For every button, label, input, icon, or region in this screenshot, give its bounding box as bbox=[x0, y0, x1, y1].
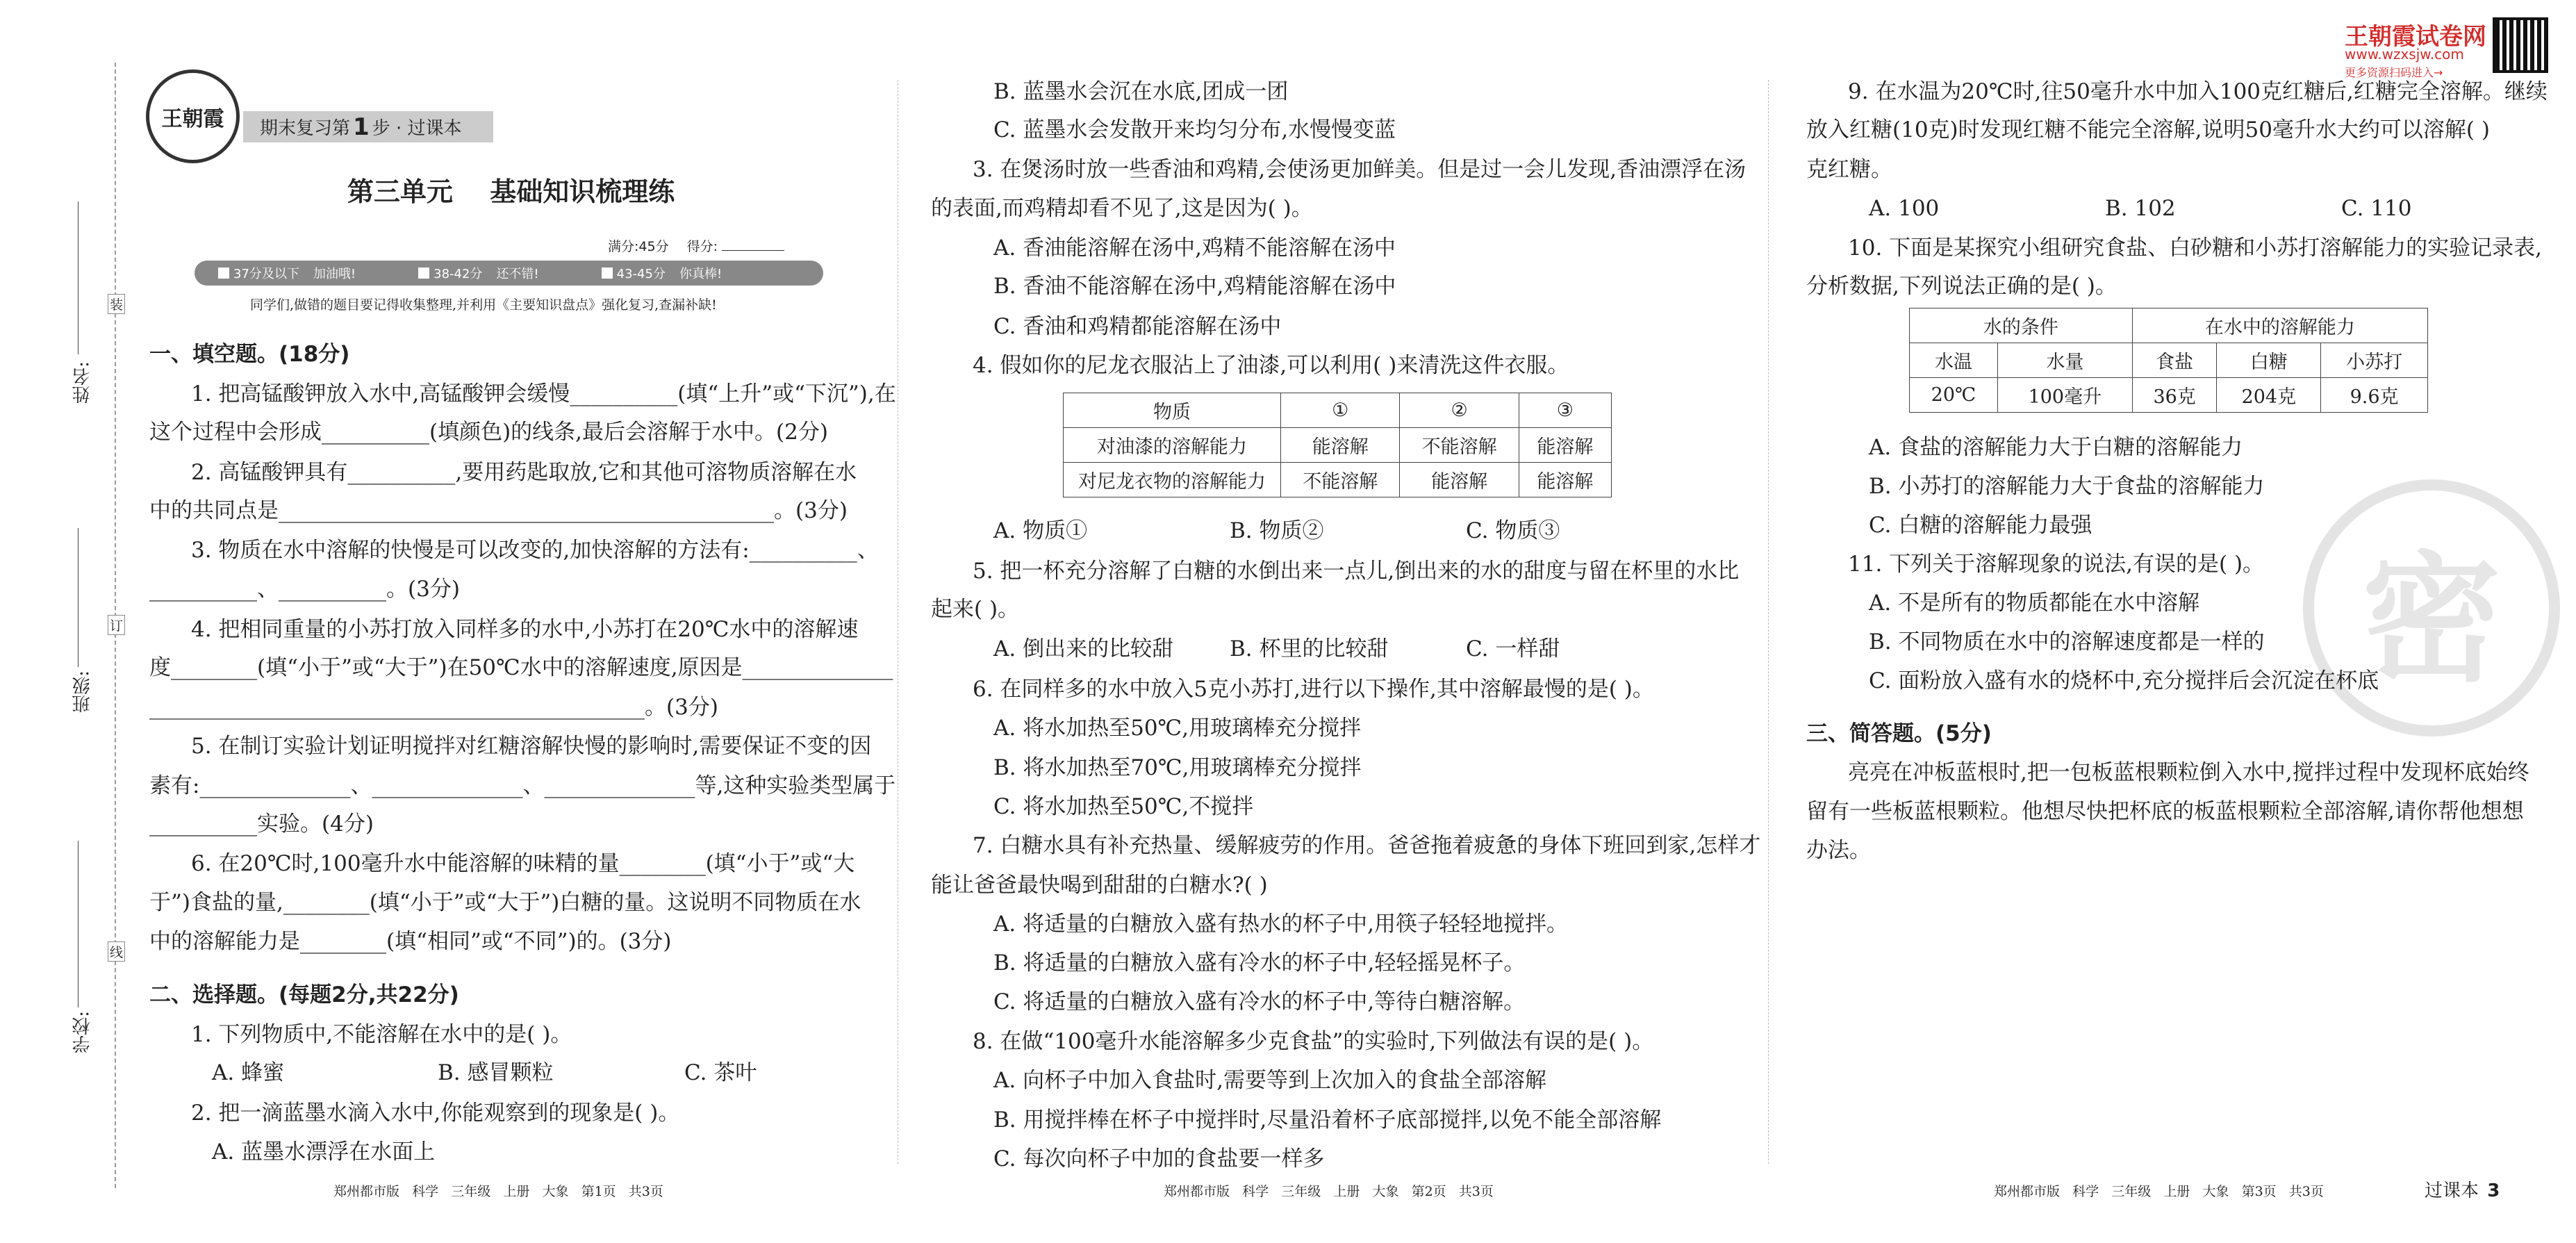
section-heading: 三、简答题。(5分) bbox=[1806, 721, 1992, 746]
qr-code-icon[interactable] bbox=[2493, 17, 2548, 73]
brand-name: 王朝霞试卷网 bbox=[2345, 23, 2486, 51]
question-line: B. 小苏打的溶解能力大于食盐的溶解能力 bbox=[1869, 474, 2265, 499]
table-cell: 水温 bbox=[1910, 343, 1998, 378]
level-3: 43-45分 bbox=[616, 267, 666, 281]
school-label: 学校: bbox=[72, 1011, 93, 1053]
question-line: 7. 白糖水具有补充热量、缓解疲劳的作用。爸爸拖着疲惫的身体下班回到家,怎样才 bbox=[973, 833, 1761, 858]
brand-url[interactable]: www.wzxsjw.com bbox=[2345, 46, 2464, 63]
step-label: 期末复习第 bbox=[260, 118, 351, 139]
question-line: 度________(填“小于”或“大于”)在50℃水中的溶解速度,原因是______________ bbox=[149, 655, 893, 680]
question-line: 办法。 bbox=[1806, 838, 1871, 863]
question-line: 这个过程中会形成__________(填颜色)的线条,最后会溶解于水中。(2分) bbox=[149, 420, 828, 445]
question-line: 分析数据,下列说法正确的是( )。 bbox=[1806, 274, 2117, 299]
question-line: 能让爸爸最快喝到甜甜的白糖水?( ) bbox=[931, 873, 1268, 898]
question-line: 于”)食盐的量,________(填“小于”或“大于”)白糖的量。这说明不同物质在水 bbox=[149, 890, 861, 915]
solvent-table bbox=[1063, 393, 1612, 497]
table-cell: 不能溶解 bbox=[1281, 463, 1400, 497]
question-line: A. 不是所有的物质都能在水中溶解 bbox=[1869, 591, 2200, 616]
level-bar bbox=[195, 261, 823, 286]
question-line: 4. 假如你的尼龙衣服沾上了油漆,可以利用( )来清洗这件衣服。 bbox=[973, 353, 1569, 378]
level-checkbox[interactable] bbox=[602, 267, 613, 279]
table-cell: 100毫升 bbox=[1997, 378, 2132, 413]
class-label: 班级: bbox=[72, 670, 93, 713]
table-cell: 水的条件 bbox=[1910, 308, 2133, 343]
question-line: C. 物质③ bbox=[1466, 518, 1560, 543]
solubility-table bbox=[1909, 308, 2428, 413]
score-field[interactable] bbox=[722, 250, 784, 251]
score-label: 满分:45分 bbox=[608, 239, 669, 254]
brand-more: 更多资源扫码进入→ bbox=[2345, 66, 2443, 79]
table-cell: 20℃ bbox=[1910, 378, 1998, 413]
table-row bbox=[1910, 378, 2428, 413]
question-line: A. 将适量的白糖放入盛有热水的杯子中,用筷子轻轻地搅拌。 bbox=[993, 912, 1568, 937]
question-line: A. 香油能溶解在汤中,鸡精不能溶解在汤中 bbox=[993, 236, 1396, 261]
question-line: C. 面粉放入盛有水的烧杯中,充分搅拌后会沉淀在杯底 bbox=[1869, 668, 2379, 693]
question-line: B. 用搅拌棒在杯子中搅拌时,尽量沿着杯子底部搅拌,以免不能全部溶解 bbox=[993, 1108, 1662, 1133]
level-checkbox[interactable] bbox=[418, 267, 429, 279]
seal-mark: 线 bbox=[108, 941, 125, 962]
question-line: B. 杯里的比较甜 bbox=[1230, 636, 1389, 661]
question-line: B. 102 bbox=[2105, 196, 2176, 221]
watermark-char: 密 bbox=[2361, 537, 2501, 701]
question-line: B. 不同物质在水中的溶解速度都是一样的 bbox=[1869, 629, 2265, 655]
logo bbox=[146, 69, 240, 163]
question-line: 亮亮在冲板蓝根时,把一包板蓝根颗粒倒入水中,搅拌过程中发现杯底始终 bbox=[1848, 760, 2529, 785]
step-suffix: 步 · 过课本 bbox=[372, 118, 462, 139]
footer-page-3: 郑州都市版 科学 三年级 上册 大象 第3页 共3页 bbox=[1994, 1184, 2324, 1199]
score-line bbox=[608, 236, 784, 255]
question-line: 11. 下列关于溶解现象的说法,有误的是( )。 bbox=[1848, 552, 2265, 577]
school-field[interactable] bbox=[78, 841, 79, 1007]
table-cell: 不能溶解 bbox=[1400, 428, 1519, 463]
section-heading: 一、填空题。(18分) bbox=[149, 342, 350, 367]
table-cell: ③ bbox=[1519, 393, 1611, 428]
question-line: 素有:______________、______________、______________等,这种实验类型属于 bbox=[149, 773, 896, 798]
title-text: 基础知识梳理练 bbox=[490, 176, 675, 207]
question-line: C. 将适量的白糖放入盛有冷水的杯子中,等待白糖溶解。 bbox=[993, 989, 1526, 1014]
question-line: ______________________________________________。(3分) bbox=[149, 695, 718, 720]
seal-mark: 装 bbox=[108, 294, 125, 314]
level-2-comment: 还不错! bbox=[496, 267, 539, 281]
page-badge bbox=[2425, 1176, 2500, 1202]
level-1-comment: 加油哦! bbox=[313, 267, 356, 281]
table-cell: 对油漆的溶解能力 bbox=[1064, 428, 1281, 463]
question-line: __________、__________。(3分) bbox=[149, 577, 460, 602]
table-cell: 能溶解 bbox=[1519, 428, 1611, 463]
question-line: 4. 把相同重量的小苏打放入同样多的水中,小苏打在20℃水中的溶解速 bbox=[191, 617, 859, 642]
question-line: 10. 下面是某探究小组研究食盐、白砂糖和小苏打溶解能力的实验记录表, bbox=[1848, 236, 2543, 261]
table-cell: 能溶解 bbox=[1519, 463, 1611, 497]
class-field[interactable] bbox=[78, 528, 79, 667]
question-line: C. 蓝墨水会发散开来均匀分布,水慢慢变蓝 bbox=[993, 117, 1396, 142]
question-line: A. 食盐的溶解能力大于白糖的溶解能力 bbox=[1869, 435, 2243, 460]
question-line: 5. 在制订实验计划证明搅拌对红糖溶解快慢的影响时,需要保证不变的因 bbox=[191, 734, 872, 759]
table-group-row bbox=[1910, 308, 2428, 343]
name-field[interactable] bbox=[78, 201, 79, 354]
question-line: 6. 在同样多的水中放入5克小苏打,进行以下操作,其中溶解最慢的是( )。 bbox=[973, 677, 1654, 702]
tip-text: 同学们,做错的题目要记得收集整理,并利用《主要知识盘点》强化复习,查漏补缺! bbox=[250, 297, 717, 313]
question-line: A. 蜂蜜 bbox=[212, 1060, 285, 1085]
footer-page-1: 郑州都市版 科学 三年级 上册 大象 第1页 共3页 bbox=[333, 1184, 663, 1199]
table-cell: 物质 bbox=[1064, 393, 1281, 428]
step-bar bbox=[243, 111, 493, 142]
table-cell: 204克 bbox=[2217, 378, 2321, 413]
page-title bbox=[347, 170, 675, 208]
question-line: 中的共同点是______________________________________________。(3分) bbox=[149, 498, 848, 523]
table-row bbox=[1064, 463, 1612, 497]
section-heading: 二、选择题。(每题2分,共22分) bbox=[149, 982, 459, 1007]
level-checkbox[interactable] bbox=[218, 267, 229, 279]
question-line: 3. 在煲汤时放一些香油和鸡精,会使汤更加鲜美。但是过一会儿发现,香油漂浮在汤 bbox=[973, 157, 1747, 182]
question-line: 留有一些板蓝根颗粒。他想尽快把杯底的板蓝根颗粒全部溶解,请你帮他想想 bbox=[1806, 799, 2524, 824]
badge-num: 3 bbox=[2487, 1180, 2500, 1201]
question-line: B. 感冒颗粒 bbox=[438, 1060, 554, 1085]
table-cell: 在水中的溶解能力 bbox=[2132, 308, 2427, 343]
badge-label: 过课本 bbox=[2425, 1180, 2479, 1201]
question-line: 6. 在20℃时,100毫升水中能溶解的味精的量________(填“小于”或“大 bbox=[191, 851, 855, 876]
table-header-row bbox=[1064, 393, 1612, 428]
seal-mark: 订 bbox=[108, 615, 125, 635]
table-cell: 食盐 bbox=[2132, 343, 2217, 378]
step-num: 1 bbox=[353, 113, 370, 141]
question-line: B. 蓝墨水会沉在水底,团成一团 bbox=[993, 79, 1289, 104]
question-line: 放入红糖(10克)时发现红糖不能完全溶解,说明50毫升水大约可以溶解( ) bbox=[1806, 117, 2490, 142]
name-label: 姓名: bbox=[72, 361, 93, 404]
table-cell: 对尼龙衣物的溶解能力 bbox=[1064, 463, 1281, 497]
question-line: B. 将水加热至70℃,用玻璃棒充分搅拌 bbox=[993, 755, 1362, 780]
question-line: 1. 把高锰酸钾放入水中,高锰酸钾会缓慢__________(填“上升”或“下沉”),在 bbox=[191, 381, 896, 406]
question-line: __________实验。(4分) bbox=[149, 812, 374, 837]
got-label: 得分: bbox=[686, 239, 718, 254]
question-line: 8. 在做“100毫升水能溶解多少克食盐”的实验时,下列做法有误的是( )。 bbox=[973, 1029, 1654, 1054]
table-cell: 小苏打 bbox=[2321, 343, 2428, 378]
question-line: A. 倒出来的比较甜 bbox=[993, 636, 1174, 661]
question-line: A. 物质① bbox=[993, 518, 1088, 543]
question-line: 2. 高锰酸钾具有__________,要用药匙取放,它和其他可溶物质溶解在水 bbox=[191, 460, 857, 485]
table-row bbox=[1064, 428, 1612, 463]
question-line: A. 将水加热至50℃,用玻璃棒充分搅拌 bbox=[993, 716, 1362, 741]
question-line: 3. 物质在水中溶解的快慢是可以改变的,加快溶解的方法有:__________、 bbox=[191, 538, 879, 563]
column-divider bbox=[1768, 80, 1769, 1164]
question-line: 起来( )。 bbox=[931, 597, 1020, 622]
question-line: 1. 下列物质中,不能溶解在水中的是( )。 bbox=[191, 1022, 572, 1047]
logo-text: 王朝霞 bbox=[161, 106, 224, 131]
table-cell: ① bbox=[1281, 393, 1400, 428]
question-line: C. 白糖的溶解能力最强 bbox=[1869, 513, 2092, 538]
question-line: A. 向杯子中加入食盐时,需要等到上次加入的食盐全部溶解 bbox=[993, 1068, 1546, 1093]
question-line: 中的溶解能力是________(填“相同”或“不同”)的。(3分) bbox=[149, 929, 672, 954]
level-2: 38-42分 bbox=[434, 267, 483, 281]
question-line: 9. 在水温为20℃时,往50毫升水中加入100克红糖后,红糖完全溶解。继续 bbox=[1848, 79, 2548, 104]
question-line: C. 香油和鸡精都能溶解在汤中 bbox=[993, 314, 1282, 339]
question-line: 克红糖。 bbox=[1806, 157, 1892, 182]
table-cell: 白糖 bbox=[2217, 343, 2321, 378]
question-line: C. 一样甜 bbox=[1466, 636, 1560, 661]
question-line: B. 香油不能溶解在汤中,鸡精能溶解在汤中 bbox=[993, 274, 1396, 299]
question-line: C. 茶叶 bbox=[684, 1060, 757, 1085]
question-line: C. 每次向杯子中加的食盐要一样多 bbox=[993, 1146, 1325, 1171]
table-cell: 水量 bbox=[1997, 343, 2132, 378]
table-cell: 能溶解 bbox=[1281, 428, 1400, 463]
table-cell: 36克 bbox=[2132, 378, 2217, 413]
question-line: B. 将适量的白糖放入盛有冷水的杯子中,轻轻摇晃杯子。 bbox=[993, 950, 1526, 976]
table-cell: ② bbox=[1400, 393, 1519, 428]
question-line: A. 蓝墨水漂浮在水面上 bbox=[212, 1139, 436, 1164]
question-line: C. 将水加热至50℃,不搅拌 bbox=[993, 794, 1254, 819]
level-1: 37分及以下 bbox=[233, 267, 299, 281]
secret-watermark bbox=[2303, 479, 2560, 736]
question-line: 5. 把一杯充分溶解了白糖的水倒出来一点儿,倒出来的水的甜度与留在杯里的水比 bbox=[973, 559, 1740, 584]
table-cell: 能溶解 bbox=[1400, 463, 1519, 497]
question-line: 的表面,而鸡精却看不见了,这是因为( )。 bbox=[931, 196, 1313, 221]
unit-title: 第三单元 bbox=[347, 176, 454, 207]
level-3-comment: 你真棒! bbox=[679, 267, 723, 281]
question-line: A. 100 bbox=[1869, 196, 1940, 221]
footer-page-2: 郑州都市版 科学 三年级 上册 大象 第2页 共3页 bbox=[1164, 1184, 1494, 1199]
question-line: 2. 把一滴蓝墨水滴入水中,你能观察到的现象是( )。 bbox=[191, 1101, 680, 1126]
question-line: C. 110 bbox=[2341, 196, 2412, 221]
question-line: B. 物质② bbox=[1230, 518, 1324, 543]
table-cell: 9.6克 bbox=[2321, 378, 2428, 413]
table-header-row bbox=[1910, 343, 2428, 378]
